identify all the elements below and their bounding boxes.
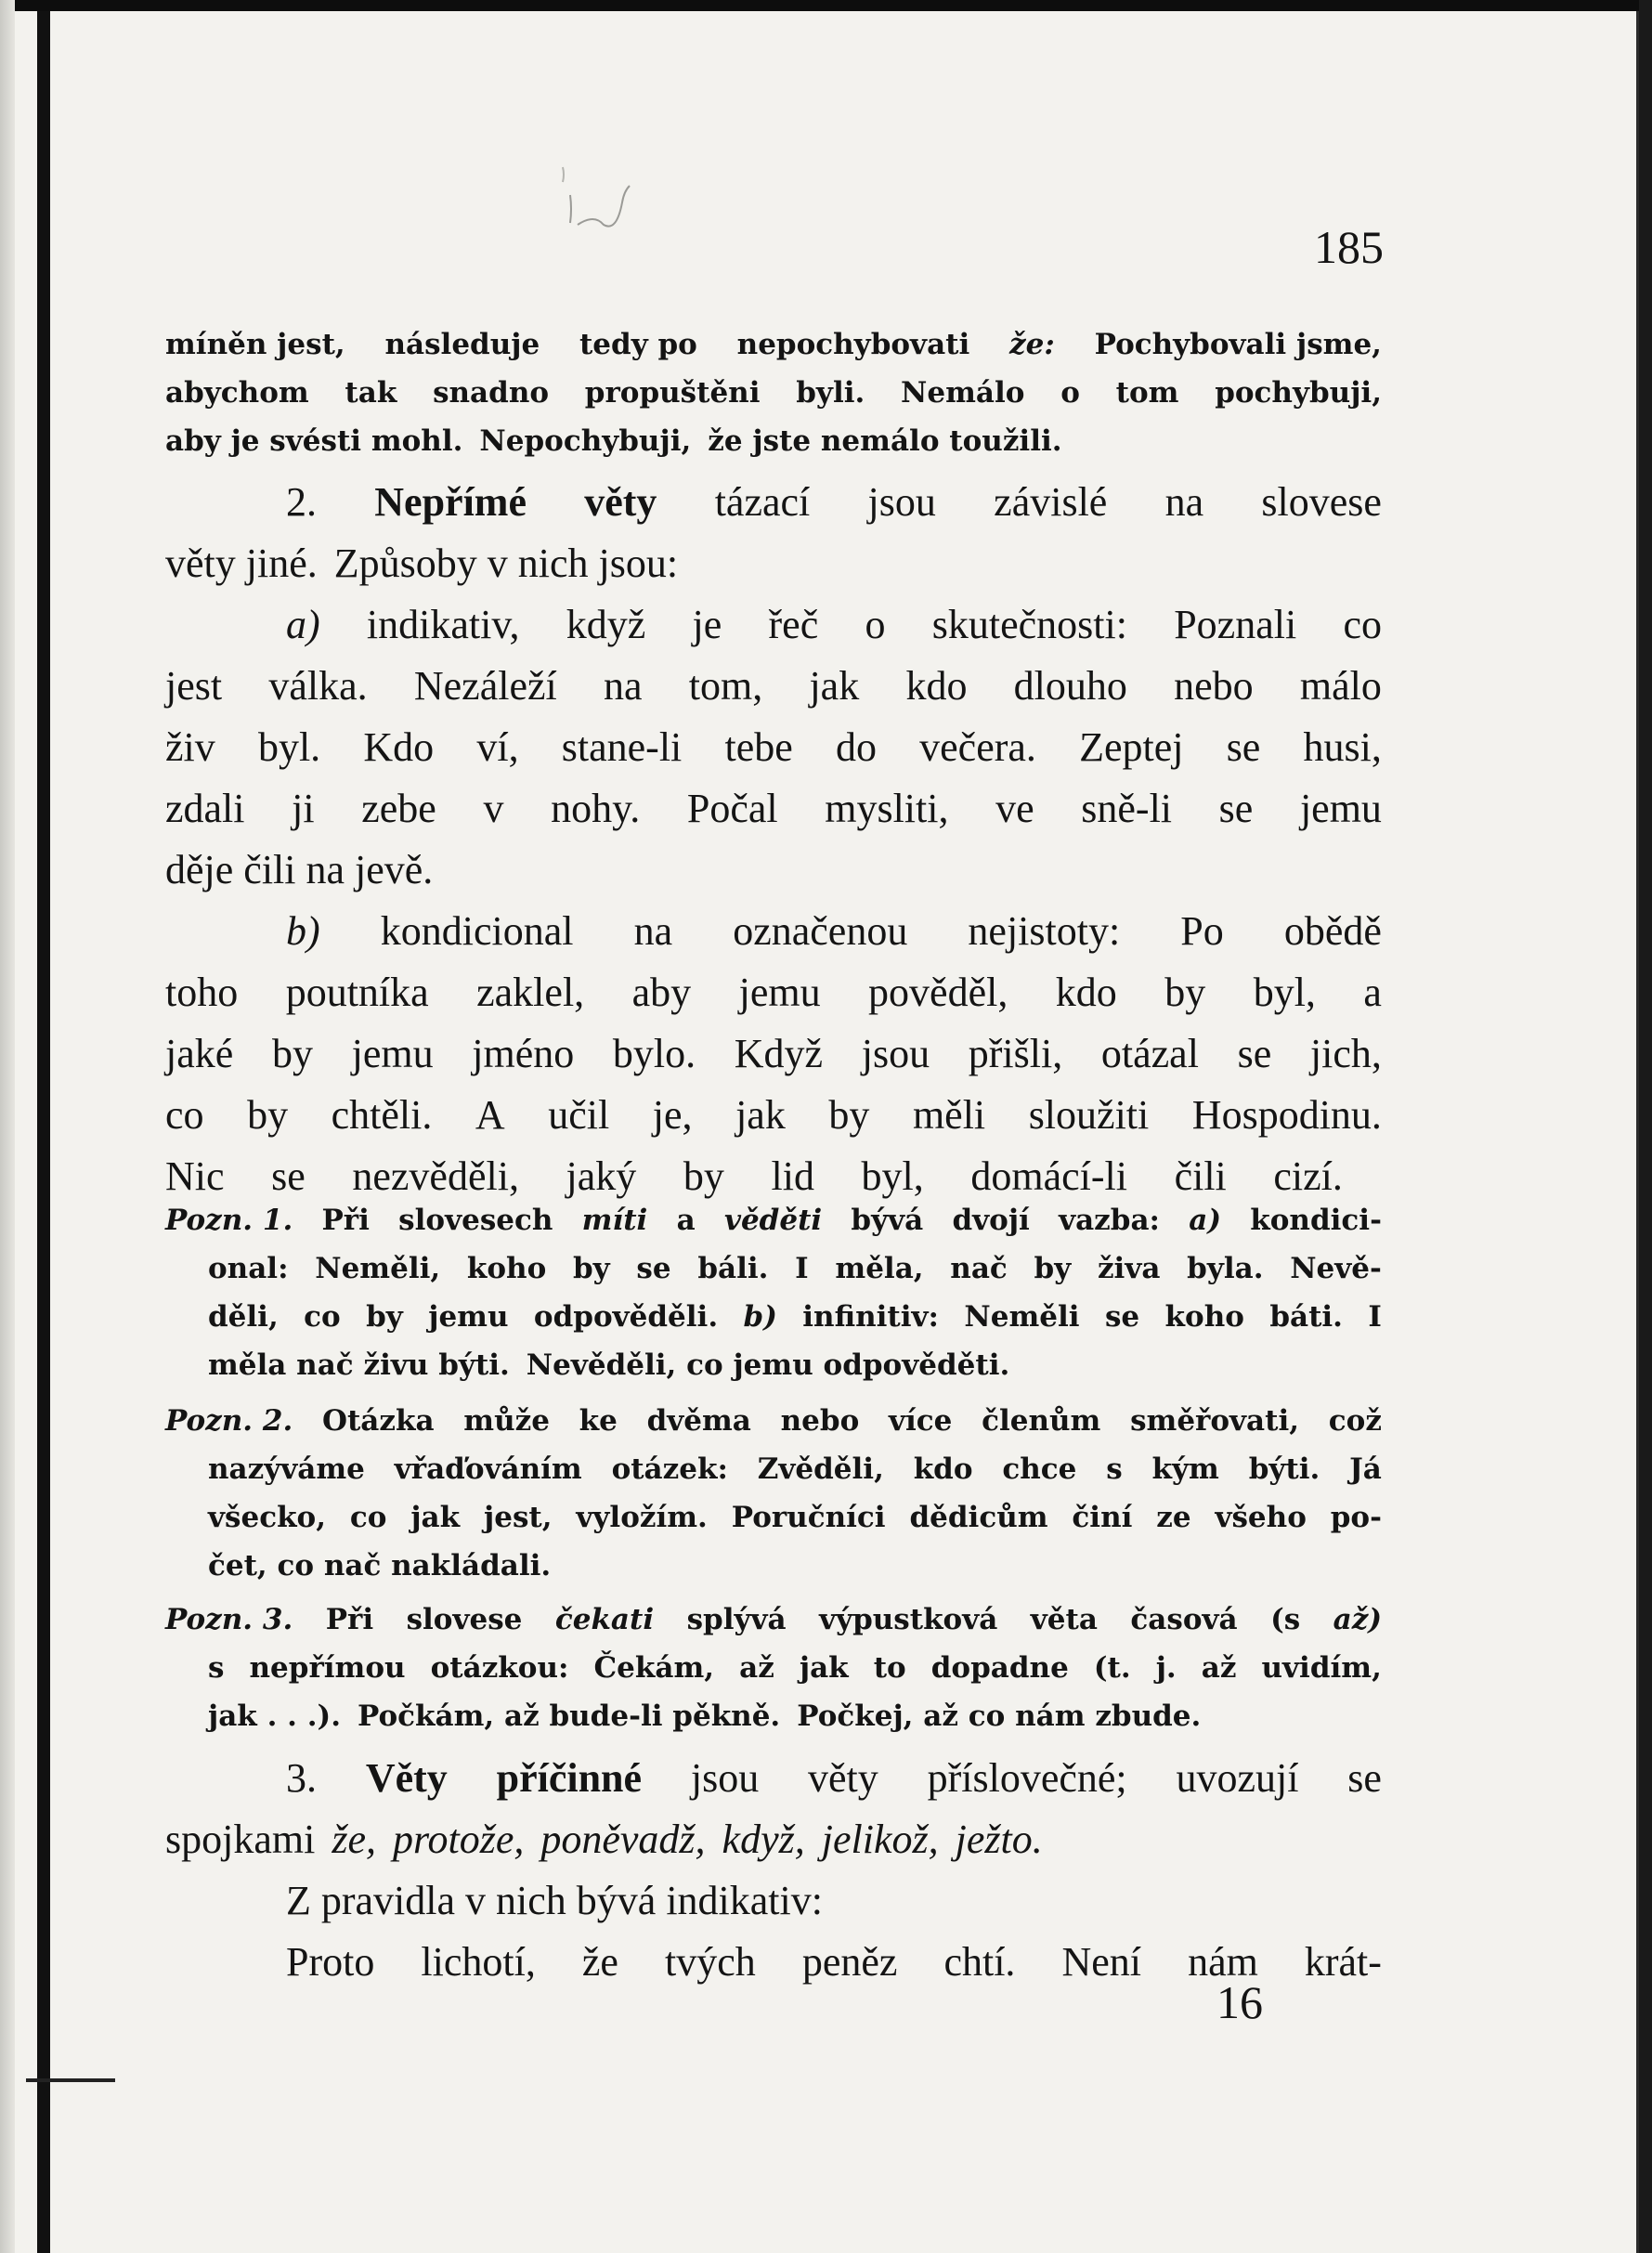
text-line: aby je svésti mohl. Nepochybuji, že jste nemálo toužili. xyxy=(165,424,1062,458)
text-line: jest válka. Nezáleží na tom, jak kdo dlouho nebo málo xyxy=(165,663,1382,709)
page-number: 185 xyxy=(1314,221,1384,273)
note-1 xyxy=(165,1196,1382,1389)
text-line: míněn jest, následuje tedy po nepochybovati že: Pochybovali jsme, xyxy=(165,328,1382,361)
note-line: jak . . .). Počkám, až bude-li pěkně. Počkej, až co nám zbude. xyxy=(208,1700,1202,1733)
section-3 xyxy=(165,1748,1382,1993)
text-line: co by chtěli. A učil je, jak by měli sloužiti Hospodinu. xyxy=(165,1092,1382,1138)
pencil-scribble-icon xyxy=(557,158,659,241)
subsection-b: b) kondicional na označenou nejistoty: Po obědě xyxy=(286,908,1382,954)
note-line: měla nač živu býti. Nevěděli, co jemu odpověděti. xyxy=(208,1348,1010,1382)
signature-mark: 16 xyxy=(1216,1976,1263,2028)
note-line: onal: Neměli, koho by se báli. I měla, nač by živa byla. Nevě- xyxy=(208,1252,1382,1285)
continuation-paragraph xyxy=(165,320,1382,465)
note-line: děli, co by jemu odpověděli. b) infinitiv: Neměli se koho báti. I xyxy=(208,1300,1382,1334)
scan-right-rule xyxy=(1636,11,1639,2253)
text-line: Z pravidla v nich bývá indikativ: xyxy=(286,1878,823,1923)
subsection-a: a) indikativ, když je řeč o skutečnosti: Poznali co xyxy=(286,602,1382,647)
note-line: s nepřímou otázkou: Čekám, až jak to dopadne (t. j. až uvidím, xyxy=(208,1651,1382,1685)
scan-right-border xyxy=(1639,0,1652,2253)
text-line: toho poutníka zaklel, aby jemu pověděl, kdo by byl, a xyxy=(165,970,1382,1015)
text-line: Proto lichotí, že tvých peněz chtí. Není nám krát- xyxy=(286,1939,1382,1985)
text-line: děje čili na jevě. xyxy=(165,847,434,892)
section-heading: 3. Věty příčinné jsou věty příslovečné; uvozují se xyxy=(286,1755,1382,1801)
note-line: Pozn. 2. Otázka může ke dvěma nebo více členům směřovati, což xyxy=(165,1397,1382,1445)
text-line: živ byl. Kdo ví, stane-li tebe do večera. Zeptej se husi, xyxy=(165,724,1382,770)
note-line: Pozn. 1. Při slovesech míti a věděti bývá dvojí vazba: a) kondici- xyxy=(165,1196,1382,1244)
note-label: Pozn. 1. xyxy=(165,1204,293,1237)
note-line: čet, co nač nakládali. xyxy=(208,1549,552,1582)
note-2 xyxy=(165,1397,1382,1590)
text-line: spojkami že, protože, poněvadž, když, jelikož, ježto. xyxy=(165,1817,1043,1862)
section-2 xyxy=(165,472,1382,1207)
text-line: abychom tak snadno propuštěni byli. Nemálo o tom pochybuji, xyxy=(165,376,1382,410)
text-line: věty jiné. Způsoby v nich jsou: xyxy=(165,540,679,586)
margin-dash-mark xyxy=(26,2078,115,2082)
note-line: Pozn. 3. Při slovese čekati splývá výpustková věta časová (s až) xyxy=(165,1595,1382,1644)
note-3 xyxy=(165,1595,1382,1740)
text-line: zdali ji zebe v nohy. Počal mysliti, ve sně-li se jemu xyxy=(165,786,1382,831)
scan-top-border xyxy=(0,0,1652,11)
scan-left-margin xyxy=(0,0,15,2253)
note-label: Pozn. 3. xyxy=(165,1603,293,1636)
text-line: Nic se nezvěděli, jaký by lid byl, domácí-li čili cizí. xyxy=(165,1153,1343,1199)
binding-edge-shadow xyxy=(37,11,50,2253)
section-heading: 2. Nepřímé věty tázací jsou závislé na slovese xyxy=(286,479,1382,525)
text-line: jaké by jemu jméno bylo. Když jsou přišli, otázal se jich, xyxy=(165,1031,1382,1076)
note-line: nazýváme vřaďováním otázek: Zvěděli, kdo chce s kým býti. Já xyxy=(208,1452,1382,1486)
note-line: všecko, co jak jest, vyložím. Poručníci dědicům činí ze všeho po- xyxy=(208,1501,1382,1534)
note-label: Pozn. 2. xyxy=(165,1404,293,1438)
